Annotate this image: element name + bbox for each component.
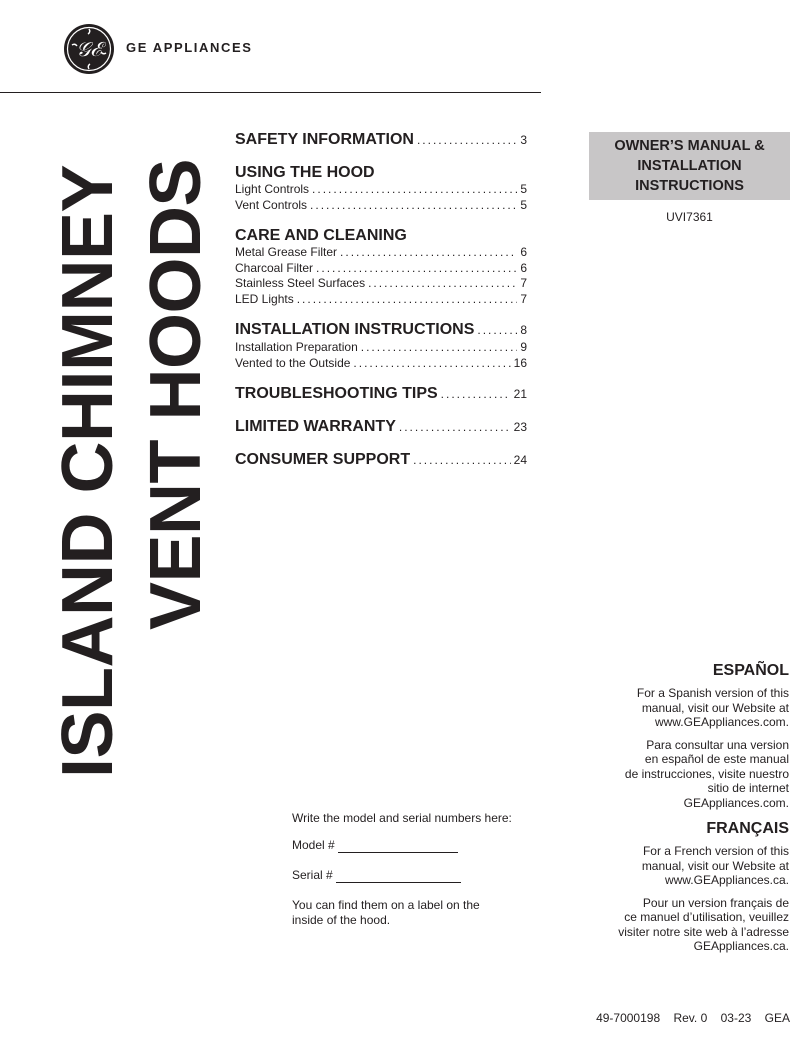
toc-page: 6 <box>520 245 527 259</box>
francais-heading: FRANÇAIS <box>706 820 789 837</box>
francais-english-note: For a French version of this manual, visit our Website at www.GEAppliances.ca. <box>641 844 789 887</box>
toc-label: CONSUMER SUPPORT <box>235 451 411 468</box>
toc-leader <box>368 276 517 292</box>
ge-monogram-icon <box>63 23 115 75</box>
language-notes <box>560 660 789 962</box>
brand-code: GEA <box>764 1011 790 1025</box>
toc-item[interactable] <box>235 356 527 372</box>
model-number: UVI7361 <box>666 210 713 224</box>
toc-leader <box>316 261 517 277</box>
toc-leader <box>353 356 510 372</box>
toc-leader <box>312 182 517 198</box>
toc-page: 24 <box>513 453 527 467</box>
footer <box>586 1011 790 1025</box>
francais-french-note: Pour un version français de ce manuel d’utilisation, veuillez visiter notre site web à l’adresse GEAppliances.ca. <box>618 895 789 953</box>
toc-leader <box>361 340 518 356</box>
record-numbers <box>292 811 512 940</box>
record-note: You can find them on a label on the inside of the hood. <box>292 898 480 927</box>
serial-blank-line[interactable] <box>336 870 461 883</box>
toc-page: 9 <box>520 340 527 354</box>
model-blank-line[interactable] <box>338 840 458 853</box>
revision: Rev. 0 <box>673 1011 708 1025</box>
espanol-heading: ESPAÑOL <box>712 662 789 679</box>
toc-item[interactable] <box>235 276 527 292</box>
model-label: Model # <box>292 838 335 852</box>
toc-item[interactable] <box>235 245 527 261</box>
espanol-spanish-note: Para consultar una version en español de este manual de instrucciones, visite nuestro sitio de internet GEAppliances.com. <box>624 737 789 810</box>
toc-item[interactable] <box>235 198 527 214</box>
table-of-contents <box>235 130 527 470</box>
serial-label: Serial # <box>292 868 333 882</box>
toc-label: INSTALLATION INSTRUCTIONS <box>235 321 475 338</box>
toc-label: Vented to the Outside <box>235 355 351 370</box>
toc-label: Charcoal Filter <box>235 260 314 275</box>
toc-label: LED Lights <box>235 291 294 306</box>
toc-page: 5 <box>520 182 527 196</box>
toc-leader <box>310 198 517 214</box>
toc-page: 23 <box>513 420 527 434</box>
toc-item[interactable] <box>235 292 527 308</box>
toc-page: 7 <box>520 291 527 306</box>
toc-page: 21 <box>513 387 527 401</box>
toc-label: TROUBLESHOOTING TIPS <box>235 385 438 402</box>
toc-page: 3 <box>520 133 527 147</box>
toc-page: 8 <box>520 323 527 337</box>
toc-leader <box>399 418 511 437</box>
record-intro: Write the model and serial numbers here: <box>292 811 512 825</box>
toc-troubleshooting[interactable] <box>235 384 527 404</box>
toc-page: 16 <box>513 355 527 370</box>
doc-number: 49-7000198 <box>596 1011 661 1025</box>
toc-section-care[interactable]: CARE AND CLEANING <box>235 227 407 244</box>
toc-item[interactable] <box>235 340 527 356</box>
model-field[interactable] <box>292 838 512 853</box>
toc-leader <box>297 292 518 308</box>
manual-title-box <box>589 132 790 200</box>
toc-page: 5 <box>520 197 527 212</box>
toc-page: 7 <box>520 276 527 290</box>
toc-leader <box>441 385 511 404</box>
brand-name: GE APPLIANCES <box>126 40 253 55</box>
toc-page: 6 <box>520 260 527 275</box>
print-date: 03-23 <box>720 1011 752 1025</box>
toc-label: Stainless Steel Surfaces <box>235 276 366 290</box>
toc-section-using[interactable]: USING THE HOOD <box>235 164 375 181</box>
toc-safety[interactable] <box>235 130 527 150</box>
toc-label: Metal Grease Filter <box>235 245 338 259</box>
title-line-1: ISLAND CHIMNEY <box>48 164 128 778</box>
manual-title: OWNER’S MANUAL & INSTALLATION INSTRUCTIONS <box>614 138 765 194</box>
toc-label: SAFETY INFORMATION <box>235 131 414 148</box>
toc-leader <box>340 245 517 261</box>
serial-field[interactable] <box>292 868 512 883</box>
toc-leader <box>413 451 511 470</box>
svg-text:𝒢ℰ: 𝒢ℰ <box>76 37 102 61</box>
toc-leader <box>417 131 517 150</box>
toc-label: Installation Preparation <box>235 340 358 354</box>
toc-section-install[interactable] <box>235 320 527 340</box>
toc-label: LIMITED WARRANTY <box>235 418 396 435</box>
toc-leader <box>477 321 517 340</box>
toc-item[interactable] <box>235 261 527 277</box>
toc-label: Light Controls <box>235 182 310 196</box>
header-divider <box>0 92 541 93</box>
toc-label: Vent Controls <box>235 197 308 212</box>
espanol-english-note: For a Spanish version of this manual, visit our Website at www.GEAppliances.com. <box>636 686 789 729</box>
toc-support[interactable] <box>235 450 527 470</box>
title-line-2: VENT HOODS <box>136 158 216 630</box>
toc-warranty[interactable] <box>235 417 527 437</box>
toc-item[interactable] <box>235 182 527 198</box>
